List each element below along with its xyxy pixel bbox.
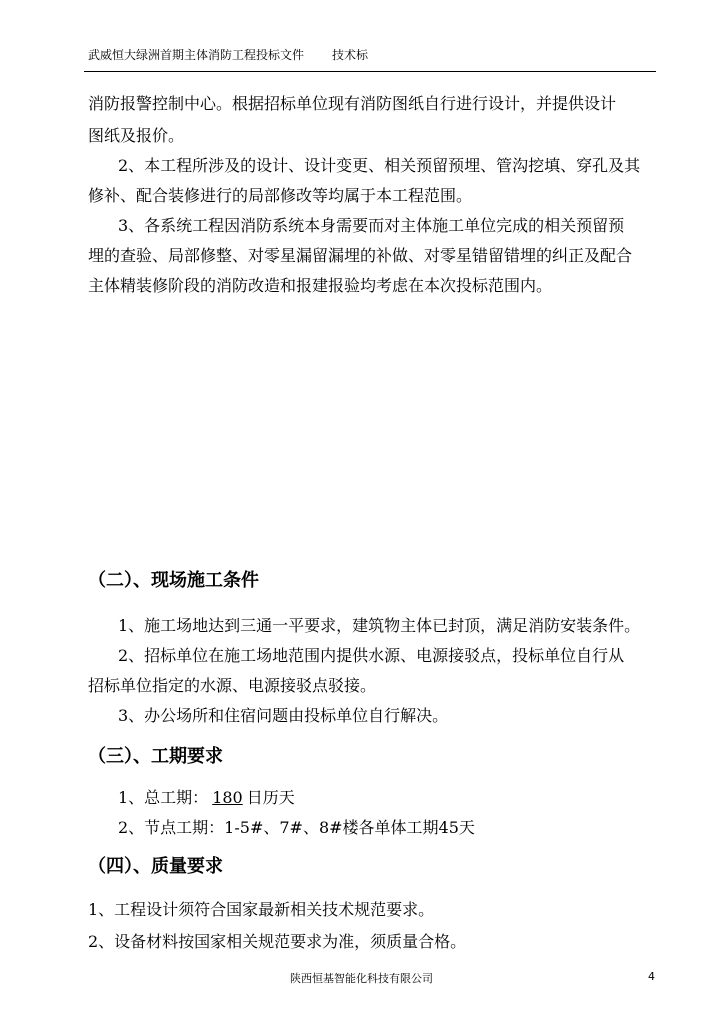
paragraph-line: 修补、配合装修进行的局部修改等均属于本工程范围。 <box>88 186 473 205</box>
total-duration-label: 1、总工期： <box>118 788 209 807</box>
total-duration-unit: 日历天 <box>246 788 295 807</box>
paragraph-line: 招标单位指定的水源、电源接驳点驳接。 <box>88 676 377 695</box>
page-header <box>88 46 368 63</box>
page-number: 4 <box>648 970 655 983</box>
header-divider <box>84 71 656 72</box>
header-tag: 技术标 <box>332 48 369 62</box>
paragraph-line: 2、本工程所涉及的设计、设计变更、相关预留预埋、管沟挖填、穿孔及其 <box>118 156 641 175</box>
paragraph-line: 1、施工场地达到三通一平要求，建筑物主体已封顶，满足消防安装条件。 <box>118 616 641 635</box>
paragraph-line: 3、各系统工程因消防系统本身需要而对主体施工单位完成的相关预留预 <box>118 216 625 235</box>
header-title: 武威恒大绿洲首期主体消防工程投标文件 <box>88 48 305 62</box>
paragraph-line: 2、设备材料按国家相关规范要求为准，须质量合格。 <box>88 932 467 951</box>
total-duration-value: 180 <box>212 788 243 807</box>
paragraph-line: 2、节点工期：1-5#、7#、8#楼各单体工期45天 <box>118 818 475 837</box>
paragraph-line: 2、招标单位在施工场地范围内提供水源、电源接驳点，投标单位自行从 <box>118 646 625 665</box>
paragraph-line: 3、办公场所和住宿问题由投标单位自行解决。 <box>118 706 449 725</box>
section-heading: （二）、现场施工条件 <box>88 570 259 591</box>
paragraph-line: 主体精装修阶段的消防改造和报建报验均考虑在本次投标范围内。 <box>88 276 553 295</box>
section-heading: （四）、质量要求 <box>88 856 223 877</box>
section-heading: （三）、工期要求 <box>88 746 223 767</box>
paragraph-line: 埋的查验、局部修整、对零星漏留漏埋的补做、对零星错留错埋的纠正及配合 <box>88 246 633 265</box>
paragraph-line: 图纸及报价。 <box>88 126 185 145</box>
paragraph-line <box>118 782 295 814</box>
paragraph-line: 消防报警控制中心。根据招标单位现有消防图纸自行进行设计，并提供设计 <box>88 94 617 113</box>
paragraph-line: 1、工程设计须符合国家最新相关技术规范要求。 <box>88 900 435 919</box>
footer-company: 陕西恒基智能化科技有限公司 <box>290 972 433 985</box>
